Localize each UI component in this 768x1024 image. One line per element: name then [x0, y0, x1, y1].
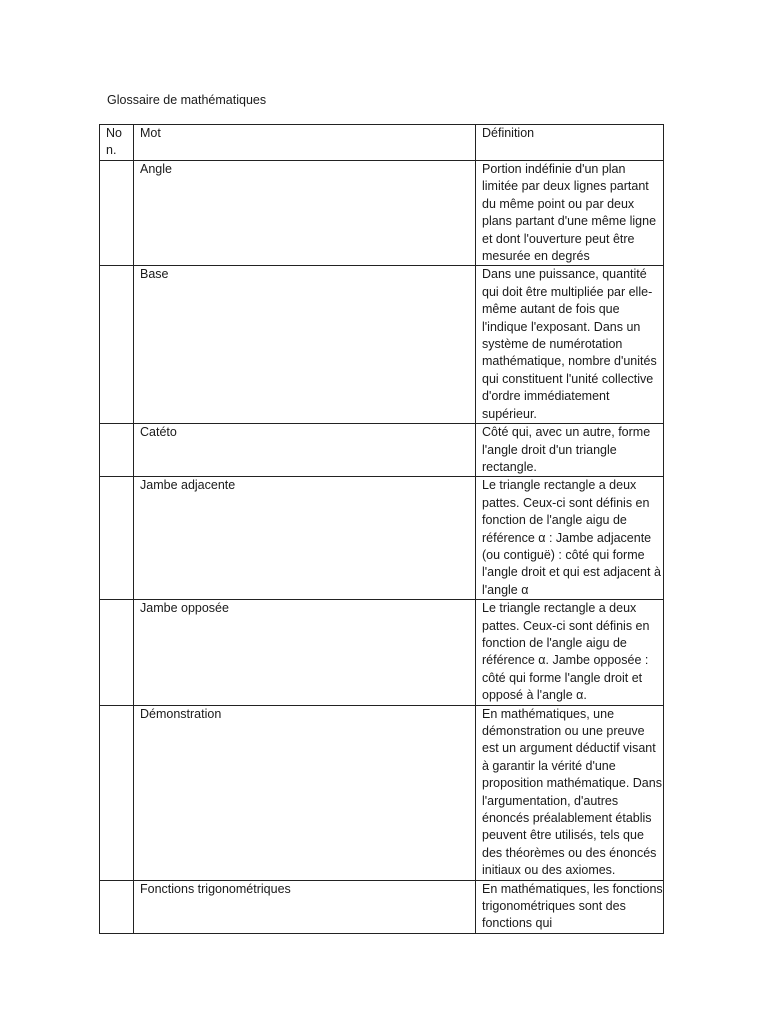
definition-cell: Le triangle rectangle a deux pattes. Ceux-ci sont définis en fonction de l'angle aigu de référence α : Jambe adjacente (ou contiguë) : côté qui forme l'angle droit et qui est adjacent à l'angle α — [476, 477, 664, 600]
row-number-cell — [100, 705, 134, 880]
word-cell: Fonctions trigonométriques — [134, 880, 476, 933]
row-number-cell — [100, 266, 134, 424]
word-cell: Catéto — [134, 424, 476, 477]
header-number: No n. — [100, 125, 134, 161]
row-number-cell — [100, 424, 134, 477]
word-cell: Base — [134, 266, 476, 424]
definition-cell: Portion indéfinie d'un plan limitée par deux lignes partant du même point ou par deux plans partant d'une même ligne et dont l'ouverture peut être mesurée en degrés — [476, 161, 664, 266]
header-definition: Définition — [476, 125, 664, 161]
word-cell: Angle — [134, 161, 476, 266]
table-row — [100, 705, 664, 880]
page-title: Glossaire de mathématiques — [107, 93, 267, 107]
row-number-cell — [100, 477, 134, 600]
table-row — [100, 424, 664, 477]
row-number-cell — [100, 161, 134, 266]
definition-cell: Dans une puissance, quantité qui doit être multipliée par elle-même autant de fois que l'indique l'exposant. Dans un système de numérotation mathématique, nombre d'unités qui constituent l'unité collective d'ordre immédiatement supérieur. — [476, 266, 664, 424]
table-header-row — [100, 125, 664, 161]
header-word: Mot — [134, 125, 476, 161]
definition-cell: En mathématiques, les fonctions trigonométriques sont des fonctions qui — [476, 880, 664, 933]
definition-cell: Le triangle rectangle a deux pattes. Ceux-ci sont définis en fonction de l'angle aigu de référence α. Jambe opposée : côté qui forme l'angle droit et opposé à l'angle α. — [476, 600, 664, 705]
word-cell: Démonstration — [134, 705, 476, 880]
word-cell: Jambe adjacente — [134, 477, 476, 600]
table-row — [100, 266, 664, 424]
row-number-cell — [100, 880, 134, 933]
table-row — [100, 477, 664, 600]
table-row — [100, 161, 664, 266]
row-number-cell — [100, 600, 134, 705]
glossary-table — [99, 124, 664, 934]
table-row — [100, 880, 664, 933]
table-row — [100, 600, 664, 705]
word-cell: Jambe opposée — [134, 600, 476, 705]
definition-cell: Côté qui, avec un autre, forme l'angle droit d'un triangle rectangle. — [476, 424, 664, 477]
definition-cell: En mathématiques, une démonstration ou une preuve est un argument déductif visant à garantir la vérité d'une proposition mathématique. Dans l'argumentation, d'autres énoncés préalablement établis peuvent être utilisés, tels que des théorèmes ou des énoncés initiaux ou des axiomes. — [476, 705, 664, 880]
